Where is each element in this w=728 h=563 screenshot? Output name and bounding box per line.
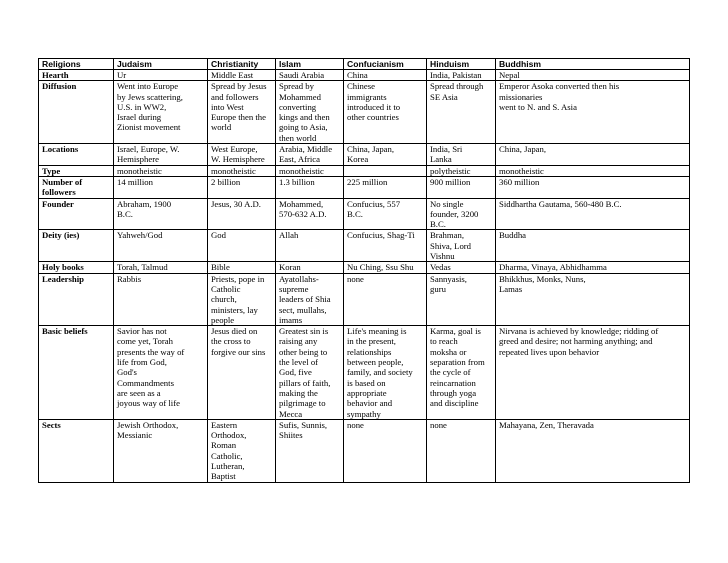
table-cell: Emperor Asoka converted then his missionaries went to N. and S. Asia [496, 81, 690, 144]
header-cell: Hinduism [427, 59, 496, 70]
table-cell: Savior has not come yet, Torah presents the way of life from God, God's Commandments are seen as a joyous way of life [114, 326, 208, 420]
table-cell: Confucius, Shag-Ti [344, 230, 427, 262]
table-row [39, 326, 690, 420]
table-cell: 225 million [344, 176, 427, 198]
table-cell: Bhikkhus, Monks, Nuns, Lamas [496, 273, 690, 325]
table-cell: India, Pakistan [427, 70, 496, 81]
table-cell: Nirvana is achieved by knowledge; ridding of greed and desire; not harming anything; and repeated lives upon behavior [496, 326, 690, 420]
table-cell: No single founder, 3200 B.C. [427, 198, 496, 230]
header-cell: Christianity [208, 59, 276, 70]
table-cell: Sannyasis, guru [427, 273, 496, 325]
table-cell: Bible [208, 262, 276, 273]
header-cell: Islam [276, 59, 344, 70]
row-label: Basic beliefs [39, 326, 114, 420]
table-row [39, 262, 690, 273]
table-cell: Greatest sin is raising any other being to the level of God, five pillars of faith, making the pilgrimage to Mecca [276, 326, 344, 420]
row-label: Deity (ies) [39, 230, 114, 262]
row-label: Founder [39, 198, 114, 230]
header-cell: Judaism [114, 59, 208, 70]
row-label: Type [39, 165, 114, 176]
table-cell: Life's meaning is in the present, relationships between people, family, and society is based on appropriate behavior and sympathy [344, 326, 427, 420]
header-cell: Buddhism [496, 59, 690, 70]
header-cell: Religions [39, 59, 114, 70]
table-row [39, 230, 690, 262]
table-cell: Spread by Mohammed converting kings and then going to Asia, then world [276, 81, 344, 144]
table-row [39, 70, 690, 81]
table-cell: China, Japan, Korea [344, 144, 427, 166]
row-label: Sects [39, 419, 114, 482]
table-cell: Mahayana, Zen, Theravada [496, 419, 690, 482]
table-row [39, 198, 690, 230]
table-cell: Confucius, 557 B.C. [344, 198, 427, 230]
table-cell: India, Sri Lanka [427, 144, 496, 166]
table-cell: Spread by Jesus and followers into West Europe then the world [208, 81, 276, 144]
row-label: Hearth [39, 70, 114, 81]
table-row [39, 419, 690, 482]
table-row [39, 81, 690, 144]
table-cell: Israel, Europe, W. Hemisphere [114, 144, 208, 166]
row-label: Diffusion [39, 81, 114, 144]
header-row [39, 59, 690, 70]
table-cell: Spread through SE Asia [427, 81, 496, 144]
table-cell: Buddha [496, 230, 690, 262]
table-cell: Nepal [496, 70, 690, 81]
table-cell: Karma, goal is to reach moksha or separation from the cycle of reincarnation through yoga and discipline [427, 326, 496, 420]
table-cell: Sufis, Sunnis, Shiites [276, 419, 344, 482]
table-cell: God [208, 230, 276, 262]
table-cell: monotheistic [496, 165, 690, 176]
table-body [39, 59, 690, 483]
table-cell: none [344, 273, 427, 325]
table-cell: 2 billion [208, 176, 276, 198]
table-cell: Went into Europe by Jews scattering, U.S. in WW2, Israel during Zionist movement [114, 81, 208, 144]
table-cell: Eastern Orthodox, Roman Catholic, Lutheran, Baptist [208, 419, 276, 482]
table-cell: Dharma, Vinaya, Abhidhamma [496, 262, 690, 273]
table-cell: none [344, 419, 427, 482]
row-label: Locations [39, 144, 114, 166]
table-cell: 900 million [427, 176, 496, 198]
table-cell: Brahman, Shiva, Lord Vishnu [427, 230, 496, 262]
table-cell: Abraham, 1900 B.C. [114, 198, 208, 230]
table-cell: Middle East [208, 70, 276, 81]
table-cell: monotheistic [208, 165, 276, 176]
row-label: Leadership [39, 273, 114, 325]
religions-comparison-table [38, 58, 690, 483]
table-cell: Ayatollahs- supreme leaders of Shia sect, mullahs, imams [276, 273, 344, 325]
table-cell: China [344, 70, 427, 81]
table-cell: Jesus died on the cross to forgive our sins [208, 326, 276, 420]
table-cell: Mohammed, 570-632 A.D. [276, 198, 344, 230]
table-cell [344, 165, 427, 176]
table-cell: monotheistic [114, 165, 208, 176]
table-cell: Arabia, Middle East, Africa [276, 144, 344, 166]
table-cell: Koran [276, 262, 344, 273]
table-cell: 1.3 billion [276, 176, 344, 198]
table-cell: West Europe, W. Hemisphere [208, 144, 276, 166]
table-cell: Siddhartha Gautama, 560-480 B.C. [496, 198, 690, 230]
table-cell: Saudi Arabia [276, 70, 344, 81]
table-row [39, 165, 690, 176]
table-cell: Vedas [427, 262, 496, 273]
table-cell: Jesus, 30 A.D. [208, 198, 276, 230]
table-cell: polytheistic [427, 165, 496, 176]
table-cell: Jewish Orthodox, Messianic [114, 419, 208, 482]
table-row [39, 273, 690, 325]
header-cell: Confucianism [344, 59, 427, 70]
table-cell: Allah [276, 230, 344, 262]
table-cell: Priests, pope in Catholic church, ministers, lay people [208, 273, 276, 325]
table-cell: Yahweh/God [114, 230, 208, 262]
table-cell: 360 million [496, 176, 690, 198]
table-cell: Ur [114, 70, 208, 81]
table-cell: none [427, 419, 496, 482]
row-label: Number of followers [39, 176, 114, 198]
table-row [39, 176, 690, 198]
row-label: Holy books [39, 262, 114, 273]
table-row [39, 144, 690, 166]
table-cell: China, Japan, [496, 144, 690, 166]
table-cell: Rabbis [114, 273, 208, 325]
table-cell: Torah, Talmud [114, 262, 208, 273]
table-cell: monotheistic [276, 165, 344, 176]
table-cell: Chinese immigrants introduced it to other countries [344, 81, 427, 144]
table-cell: Nu Ching, Ssu Shu [344, 262, 427, 273]
table-cell: 14 million [114, 176, 208, 198]
